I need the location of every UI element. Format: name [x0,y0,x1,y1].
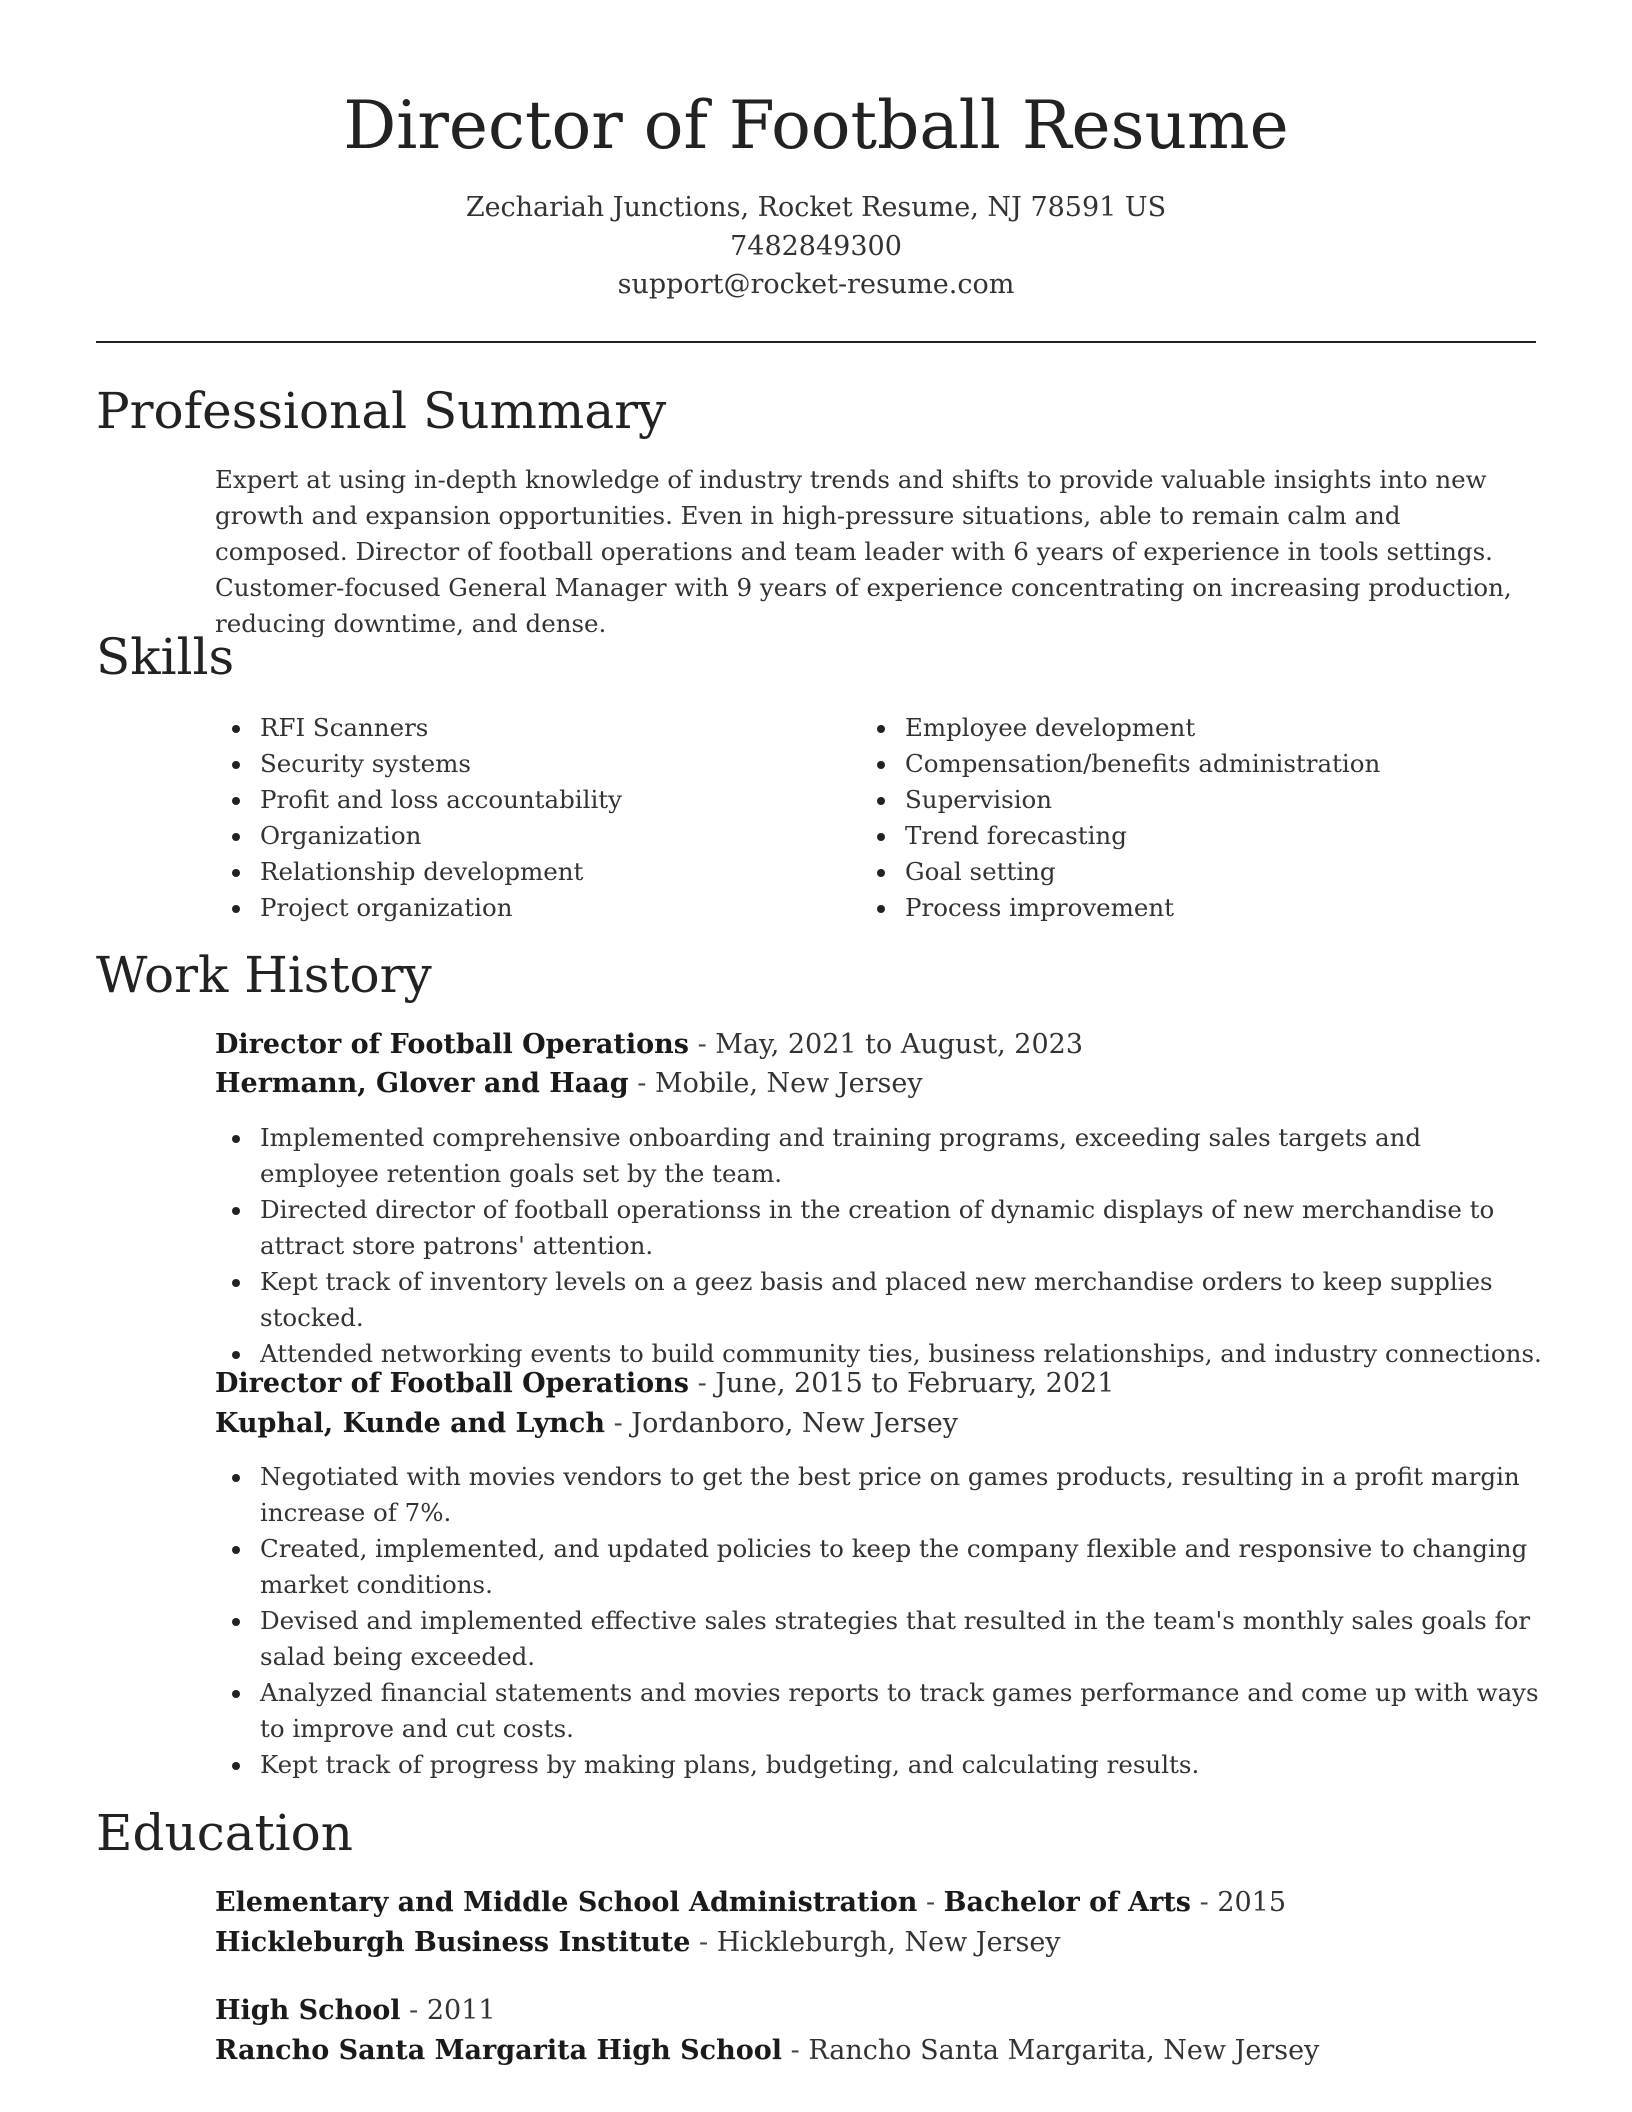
resume-title: Director of Football Resume [343,87,1289,164]
job-bullet: Kept track of progress by making plans, budgeting, and calculating results. [215,1747,1545,1783]
education-year: 2011 [426,1995,496,2026]
job-bullet: Implemented comprehensive onboarding and training programs, exceeding sales targets and employee retention goals set by the team. [215,1120,1545,1192]
skill-item: Compensation/benefits administration [860,746,1540,782]
education-degree: High School [215,1995,401,2026]
job-company: Kuphal, Kunde and Lynch [215,1408,605,1439]
skills-list-right [860,710,1540,926]
separator: - [925,1887,936,1918]
separator: - [697,1029,707,1060]
job-bullet: Created, implemented, and updated policies to keep the company flexible and responsive to changing market conditions. [215,1531,1545,1603]
job-bullet: Analyzed financial statements and movies reports to track games performance and come up with ways to improve and cut costs. [215,1675,1545,1747]
separator: - [409,1995,419,2026]
education-year: 2015 [1217,1887,1287,1918]
skills-list-left [215,710,835,926]
contact-email: support@rocket-resume.com [617,269,1015,300]
skill-item: Trend forecasting [860,818,1540,854]
job-bullet: Negotiated with movies vendors to get the best price on games products, resulting in a profit margin increase of 7%. [215,1459,1545,1531]
job-company: Hermann, Glover and Haag [215,1068,629,1099]
skill-item: Employee development [860,710,1540,746]
job-bullet: Kept track of inventory levels on a geez basis and placed new merchandise orders to keep supplies stocked. [215,1264,1545,1336]
contact-address: Zechariah Junctions, Rocket Resume, NJ 78591 US [465,192,1167,223]
separator: - [790,2035,800,2066]
job-title-line [215,1025,1083,1065]
job-title: Director of Football Operations [215,1368,689,1399]
skill-item: Organization [215,818,835,854]
education-degree: Elementary and Middle School Administration [215,1887,918,1918]
separator: - [637,1068,647,1099]
education-degree-line [215,1883,1286,1923]
skill-item: Relationship development [215,854,835,890]
job-location: Mobile, New Jersey [654,1068,923,1099]
separator: - [697,1368,707,1399]
separator: - [699,1927,709,1958]
job-dates: May, 2021 to August, 2023 [715,1029,1084,1060]
job-bullet: Attended networking events to build community ties, business relationships, and industry connections. [215,1336,1545,1372]
skill-item: Security systems [215,746,835,782]
skill-item: Goal setting [860,854,1540,890]
education-school: Hickleburgh Business Institute [215,1927,691,1958]
education-school-line [215,1923,1061,1963]
contact-phone: 7482849300 [730,231,902,262]
job-bullet: Devised and implemented effective sales strategies that resulted in the team's monthly sales goals for salad being exceeded. [215,1603,1545,1675]
job-bullets [215,1120,1545,1372]
job-bullet: Directed director of football operationss in the creation of dynamic displays of new merchandise to attract store patrons' attention. [215,1192,1545,1264]
education-location: Hickleburgh, New Jersey [716,1927,1061,1958]
skill-item: Supervision [860,782,1540,818]
job-location: Jordanboro, New Jersey [631,1408,959,1439]
section-title-summary: Professional Summary [96,382,667,440]
education-school-line [215,2031,1319,2071]
skill-item: Project organization [215,890,835,926]
job-title-line [215,1364,1114,1404]
separator: - [1199,1887,1209,1918]
job-dates: June, 2015 to February, 2021 [715,1368,1115,1399]
separator: - [613,1408,623,1439]
skill-item: Profit and loss accountability [215,782,835,818]
skill-item: Process improvement [860,890,1540,926]
job-title: Director of Football Operations [215,1029,689,1060]
summary-text: Expert at using in-depth knowledge of industry trends and shifts to provide valuable insights into new growth and expansion opportunities. Even in high-pressure situations, able to remain calm and composed. Director of football operations and team leader with 6 years of experience in tools settings. Customer-focused General Manager with 9 years of experience concentrating on increasing production, reducing downtime, and dense. [215,465,1512,638]
education-school: Rancho Santa Margarita High School [215,2035,782,2066]
education-degree-line [215,1991,496,2031]
section-title-skills: Skills [96,628,235,686]
job-bullets [215,1459,1545,1783]
education-type: Bachelor of Arts [943,1887,1191,1918]
section-title-work: Work History [96,946,432,1004]
header-divider [96,341,1536,343]
job-company-line [215,1064,923,1104]
job-company-line [215,1404,958,1444]
skill-item: RFI Scanners [215,710,835,746]
education-location: Rancho Santa Margarita, New Jersey [808,2035,1320,2066]
section-title-education: Education [96,1804,353,1862]
